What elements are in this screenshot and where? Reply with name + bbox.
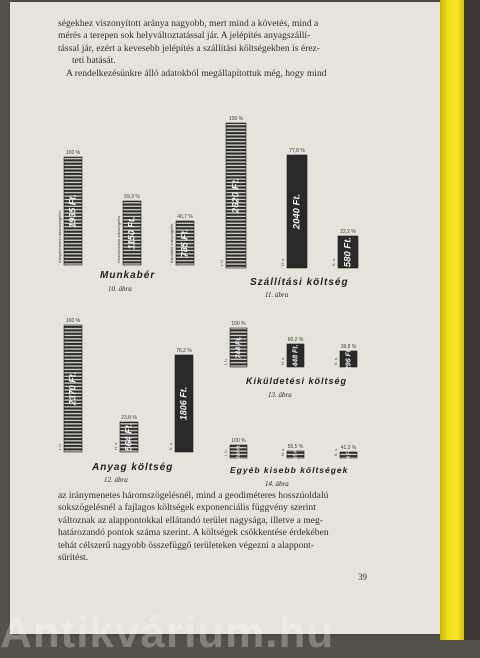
figure-title: Anyag költség <box>92 462 174 473</box>
bar-side-label: H. s. <box>280 356 285 365</box>
text-line: A rendelkezésünkre álló adatokból megállapítottuk még, hogy mind <box>66 67 327 79</box>
bar-percent-label: 100 % <box>65 150 81 156</box>
bar-group <box>280 444 304 462</box>
bar-value-label: 2620 Ft. <box>230 177 242 214</box>
figure-number: 13. ábra <box>268 391 292 399</box>
bar-group <box>333 445 357 461</box>
fig11-figure <box>219 116 358 299</box>
bar-percent-label: 39,8 % <box>340 344 357 350</box>
figure-number: 11. ábra <box>265 291 289 299</box>
bar-percent-label: 40,7 % <box>177 214 193 220</box>
bar-percent-label: 100 % <box>65 318 81 324</box>
bar-side-label: K. s. <box>333 356 338 365</box>
fig12-figure <box>57 318 193 484</box>
bar-percent-label: 55,5 % <box>287 444 304 450</box>
bar-group <box>168 348 193 452</box>
bar-side-label: Iránymenetes háromszögelés <box>57 210 62 263</box>
figure-title: Szállítási költség <box>250 277 349 288</box>
bar-value-label: 1150 Ft. <box>126 216 137 250</box>
bar-side-label: K. s. <box>331 257 336 266</box>
bar-percent-label: 22,2 % <box>340 229 356 235</box>
bar-side-label: Kisoldalú sokszögelés <box>169 223 174 263</box>
figure-title: Munkabér <box>100 270 156 281</box>
bar-percent-label: 100 % <box>231 438 246 444</box>
bar-side-label: H. s. <box>280 447 285 456</box>
bar-value-label: 125 Ft. <box>292 447 298 462</box>
figure-number: 10. ábra <box>108 285 132 293</box>
figure-title: Egyéb kisebb költségek <box>230 465 349 475</box>
bar-value-label: 448 Ft. <box>292 344 300 367</box>
bar-side-label: K. s. <box>168 441 173 450</box>
text-line: sűrítést. <box>58 552 89 564</box>
bar-group <box>333 344 357 371</box>
fig14-figure <box>223 438 357 488</box>
bar-value-label: 220 Ft. <box>235 444 241 459</box>
bar-group <box>116 194 141 265</box>
bar-value-label: 564 Ft. <box>123 422 134 452</box>
bar-group <box>57 150 82 265</box>
text-line: határozandó pontok száma szerint. A költségek csökkentése érdekében <box>58 527 329 539</box>
bar-percent-label: 59,3 % <box>124 194 140 200</box>
text-line: sokszögelésnél a fajlagos költségek exponenciális függvény szerint <box>58 502 316 514</box>
bar-percent-label: 23,8 % <box>121 415 137 421</box>
bar-percent-label: 41,3 % <box>340 445 357 451</box>
bar-side-label: K. s. <box>333 447 338 456</box>
text-line: teti hatását. <box>72 55 116 67</box>
bar-side-label: H. s. <box>280 257 285 266</box>
bar-group <box>280 337 304 368</box>
bottom-paragraph <box>58 490 378 564</box>
bar-group <box>219 116 246 268</box>
watermark: Antikvárium.hu <box>0 608 335 657</box>
bar-value-label: 2040 Ft. <box>291 193 303 230</box>
bar-group <box>223 321 247 367</box>
bar-percent-label: 77,8 % <box>289 148 305 154</box>
bar-percent-label: 100 % <box>228 116 244 122</box>
bar-value-label: 2370 Ft. <box>67 371 78 406</box>
text-line: tehát célszerű nagyobb összefüggő területeken végezni a alappont- <box>58 539 314 551</box>
bar-side-label: I. h. <box>57 443 62 450</box>
page-number: 39 <box>358 572 367 582</box>
bar-group <box>169 214 194 265</box>
bar-value-label: 580 Ft. <box>342 236 354 268</box>
bar-side-label: Hosszúoldalú sokszögelés <box>116 215 121 263</box>
bar-percent-label: 60,2 % <box>287 337 304 343</box>
text-line: az iránymenetes háromszögelésnél, mind a geodiméteres hosszúoldalú <box>58 490 329 501</box>
bar-value-label: 785 Ft. <box>179 228 190 258</box>
bar-group <box>113 415 138 452</box>
bar-percent-label: 100 % <box>231 321 246 327</box>
bar-value-label: 296 Ft. <box>345 347 353 371</box>
bar-value-label: 1935 Ft. <box>67 194 78 228</box>
bar-group <box>57 318 82 452</box>
bar-value-label: 1806 Ft. <box>178 386 189 421</box>
bar-side-label: H. s. <box>113 441 118 450</box>
text-line: mérés a terepen sok helyváltoztatással jár. A jelépítés anyagszállí- <box>58 30 311 42</box>
fig13-figure <box>223 321 357 399</box>
bar-value-label: 95 Ft. <box>345 449 351 461</box>
fig10-figure <box>57 150 194 293</box>
text-line: változnak az alappontokkal ellátandó terület nagysága, illetve a meg- <box>58 514 324 526</box>
bar-percent-label: 76,2 % <box>176 348 192 354</box>
bar-group <box>280 148 307 268</box>
figure-number: 14. ábra <box>265 480 289 488</box>
bar-group <box>223 438 247 460</box>
figure-number: 12. ábra <box>104 476 128 484</box>
bar-value-label: 744 Ft. <box>235 336 243 359</box>
text-line: tással jár, ezért a kevesebb jelépítés a szállítási költségekben is érez- <box>58 42 320 54</box>
bar-side-label: I. h. <box>219 259 224 266</box>
bar-side-label: I. h. <box>223 358 228 365</box>
bar-group <box>331 229 358 268</box>
figure-title: Kiküldetési költség <box>246 376 348 386</box>
bar-side-label: I. h. <box>223 449 228 456</box>
text-line: ségekhez viszonyított aránya nagyobb, mert mind a követés, mind a <box>58 18 319 29</box>
